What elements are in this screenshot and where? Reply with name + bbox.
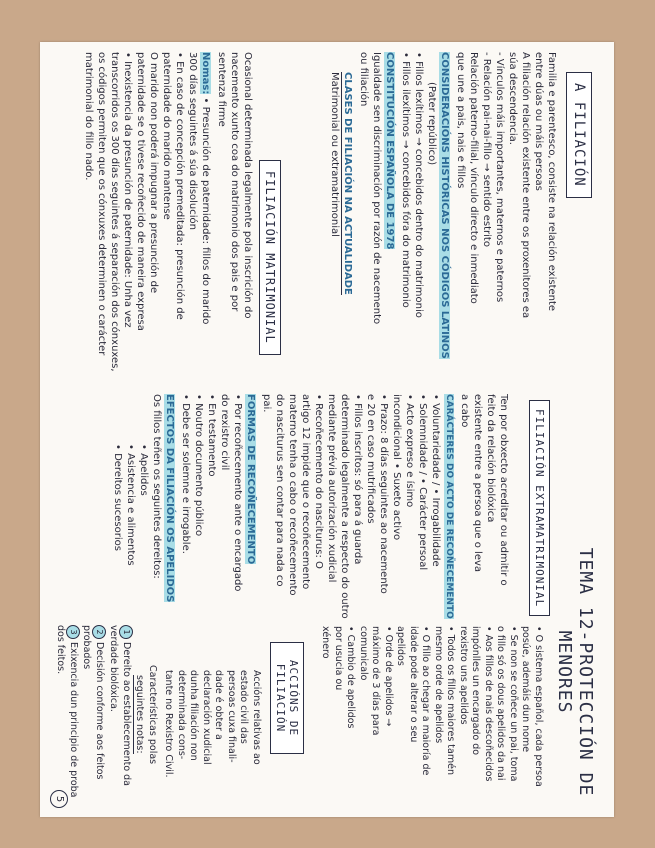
- section-header-extramatrimonial-text: FILIACIÓN EXTRAMATRIMONIAL: [533, 409, 546, 608]
- caracteristica-text: Exixencia dun principio de proba dos feitos.: [55, 625, 79, 798]
- nomas-line: • Presunción de paternidade: fillos do marido: [200, 97, 211, 325]
- apelidos-line: • Aos fillos de nais descoñecidos: [483, 626, 494, 782]
- number-badge: 3: [66, 625, 80, 639]
- efectos-line: Os fillos teñen os seguintes dereitos:: [151, 394, 162, 579]
- caracteres-line: materno tenha o cabo o recoñecemento: [287, 394, 298, 596]
- efectos-line: • Asistencia e alimentos: [125, 444, 136, 566]
- caracteristicas-subtitle: seguintes notas:: [134, 675, 146, 754]
- apelidos-line: • Todos os fillos maiores tamén: [445, 626, 457, 775]
- historicas-line: • Fillos ilexítimos → concebidos fóra do matrimonio: [400, 52, 411, 308]
- right-column: [319, 626, 544, 811]
- accions-line: persoas cuxa finali-: [226, 670, 237, 763]
- constitucion-heading: CONSTITUCIÓN ESPAÑOLA DE 1978: [384, 52, 395, 250]
- historicas-line: • Fillos lexítimos → concebidos dentro do matrimonio: [413, 52, 424, 318]
- caracteres-line: artigo 12 impide que o recoñecemento: [300, 394, 311, 590]
- number-badge: 2: [93, 625, 107, 639]
- section-header-afiliacion: [566, 72, 592, 198]
- efectos-line: • Apelidos: [138, 444, 149, 496]
- nomas-line: 300 días seguintes á súa disolución: [187, 52, 198, 230]
- constitucion-line: ou filiación: [358, 52, 369, 107]
- caracteristicas-block: [54, 625, 159, 810]
- formas-line: • En testamento: [206, 394, 217, 477]
- page-title-text: TEMA 12-PROTECCIÓN DE MENORES: [554, 547, 596, 797]
- section-header-accions-text: ACCIÓNS DE FILIACIÓN: [274, 659, 300, 737]
- apelidos-line: idade pode alterar o seu: [408, 626, 419, 743]
- nomas-line: • En caso de concepción premeditada: presunción de: [174, 52, 185, 320]
- accions-block: [162, 670, 262, 810]
- notebook-page: [40, 42, 614, 817]
- caracteres-line: • Fillos inscritos: só para á guarda: [352, 394, 363, 565]
- clases-heading: CLASES DE FILIACIÓN NA ACTUALIDADE: [342, 72, 353, 295]
- apelidos-line: xénero: [320, 626, 332, 659]
- section-header-matrimonial-text: FILIACIÓN MATRIMONIAL: [263, 171, 277, 344]
- formas-line: • Debe ser solemne e irrogable.: [180, 394, 191, 554]
- apelidos-line: posúe, ademáis dun nome: [520, 626, 532, 753]
- apelidos-line: • O fillo ao chegar a maioría de: [420, 626, 432, 776]
- apelidos-line: máximo de 3 días para: [370, 626, 382, 736]
- intro-line: - Relación pai-nai-fillo → sentido estrito: [481, 52, 492, 247]
- extra-line: Ten por obxecto acreditar ou admitir o: [498, 394, 509, 586]
- caracteres-line: • Acto expreso e ísimo: [404, 394, 415, 508]
- caracteristica-text: Dereito ao establecemento da verdade biolóxica.: [108, 625, 132, 787]
- caracteres-line: incondicional • Suxeto activo: [391, 394, 402, 541]
- formas-line: • Por recoñecemento ante o encargado: [232, 394, 243, 592]
- intro-line: que une a pais, nais e fillos: [455, 52, 466, 189]
- caracteres-line: do nasciturus sen contar para nada co: [274, 394, 285, 587]
- intro-line: - Vínculos máis importantes, maternos e paternos: [494, 52, 505, 303]
- section-header-extramatrimonial: [529, 400, 550, 616]
- efectos-line: • Dereitos sucesorios: [112, 444, 123, 551]
- middle-column: [111, 394, 510, 619]
- nomas-line: matrimonial do fillo nado.: [83, 52, 94, 181]
- apelidos-line: impónlles un encargado do: [470, 626, 482, 756]
- matrimonial-line: sentenza firme: [216, 52, 227, 127]
- section-header-accions: [270, 642, 304, 754]
- caracteristica-text: Decisión conforme aos feitos probados: [81, 625, 106, 780]
- accions-line: estado civil das: [238, 670, 250, 744]
- apelidos-line: comunicalo: [358, 626, 369, 681]
- page-number: [50, 790, 68, 808]
- apelidos-line: • Se non se coñece un pai, toma: [508, 626, 519, 782]
- rotated-content: [40, 42, 614, 817]
- clases-text: Matrimonial ou extramatrimonial: [329, 72, 340, 237]
- number-badge: 1: [119, 625, 133, 639]
- caracteres-line: mediante prévia autorización xudicial: [326, 394, 337, 583]
- formas-line: do rexistro civil: [219, 394, 230, 471]
- extra-line: a cabo: [459, 394, 470, 428]
- section-header-matrimonial: [259, 160, 281, 355]
- page-title: [554, 542, 596, 802]
- matrimonial-line: nacemento xunto coa do matrimonio dos pais e por: [229, 52, 240, 312]
- historicas-heading: CONSIDERACIÓNS HISTÓRICAS NOS CÓDIGOS LATINOS: [439, 52, 450, 359]
- caracteristica-item: [80, 625, 107, 810]
- nomas-line: os códigos permiten que os cónxuxes determinen o carácter: [96, 52, 107, 356]
- intro-line: Relación paterno-filial, vínculo directo e inmediato: [468, 52, 479, 304]
- caracteres-line: • Voluntariedade / • Irrogabilidade: [430, 394, 441, 567]
- apelidos-line: • O sistema español, cada persoa: [533, 626, 544, 787]
- apelidos-line: o fillo só os dous apelidos da nai: [495, 626, 507, 781]
- nomas-line: paternidade do marido mantense: [161, 52, 172, 220]
- caracteristicas-title: Características polas: [147, 665, 158, 765]
- apelidos-line: mesmo orde de apelidos: [433, 626, 444, 744]
- accions-line: dunha filiación non: [188, 670, 200, 761]
- constitucion-line: Igualdade sen discriminación por razón de nacemento: [371, 52, 382, 325]
- accions-line: determinada cons-: [176, 670, 187, 760]
- matrimonial-block: [82, 52, 254, 382]
- page-number-text: 5: [54, 795, 65, 803]
- accions-line: tante no Rexistro Civil.: [163, 670, 175, 778]
- nomas-line: paternidade se o tivese recoñecido de maneira expresa: [135, 52, 146, 331]
- accions-line: Accións relativas ao: [251, 670, 262, 765]
- section-header-afiliacion-text: A FILIACIÓN: [571, 83, 587, 187]
- apelidos-line: rexistro uns apelidos: [458, 626, 469, 725]
- accions-line: declaración xudicial: [201, 670, 212, 765]
- apelidos-line: apelidos: [395, 626, 407, 666]
- accions-line: dade é obter a: [213, 670, 225, 740]
- caracteres-heading: CARÁCTERES DO ACTO DE RECOÑECEMENTO: [444, 394, 454, 619]
- caracteres-line: • Prazo: 8 días seguintes ao nacemento: [378, 394, 389, 594]
- intro-line: A filiación relación existente entre os proxenitores ea: [520, 52, 531, 319]
- intro-line: súa descendencia.: [507, 52, 518, 145]
- nomas-label: Nomas:: [200, 52, 211, 95]
- formas-line: • Noutro documento público: [193, 394, 204, 537]
- intro-line: entre dúas ou máis persoas: [533, 52, 544, 191]
- nomas-line: transcorridos os 300 días seguintes á separación dos cónxuxes,: [109, 52, 120, 372]
- nomas-line: • Inexistencia da presunción de paternidade: Unha vez: [122, 52, 133, 328]
- efectos-heading: EFECTOS DA FILIACIÓN OS APELIDOS: [164, 394, 175, 603]
- caracteristica-item: [54, 625, 81, 810]
- nomas-line: O marido non poderá impugnar a presunción de: [148, 52, 159, 294]
- extra-line: feito da relación biolóxica: [485, 394, 496, 523]
- left-column: [328, 52, 558, 382]
- caracteres-line: determinado legalmente a respecto do outro: [339, 394, 350, 619]
- apelidos-line: • Orde de apelidos →: [383, 626, 394, 727]
- caracteres-line: pai.: [261, 394, 272, 413]
- caracteres-line: • Solemnidade / • Carácter persoal: [417, 394, 428, 571]
- apelidos-line: por usucia ou: [333, 626, 344, 691]
- intro-line: Familia e parentesco, consiste na relación existente: [546, 52, 557, 312]
- caracteres-line: e 20 en caso mutrificados: [365, 394, 376, 524]
- matrimonial-line: Ocasional determinada legalmente pola inscrición do: [242, 52, 253, 319]
- historicas-line: (Pater repúblico): [426, 82, 437, 166]
- apelidos-line: • Cambio de apelidos: [345, 626, 357, 729]
- formas-heading: FORMAS DE RECOÑECEMENTO: [245, 394, 256, 565]
- caracteres-line: • Recoñecemento do nasciturus: O: [313, 394, 324, 569]
- caracteristica-item: [107, 625, 134, 810]
- extra-line: existente entre a persoa que o leva: [472, 394, 483, 573]
